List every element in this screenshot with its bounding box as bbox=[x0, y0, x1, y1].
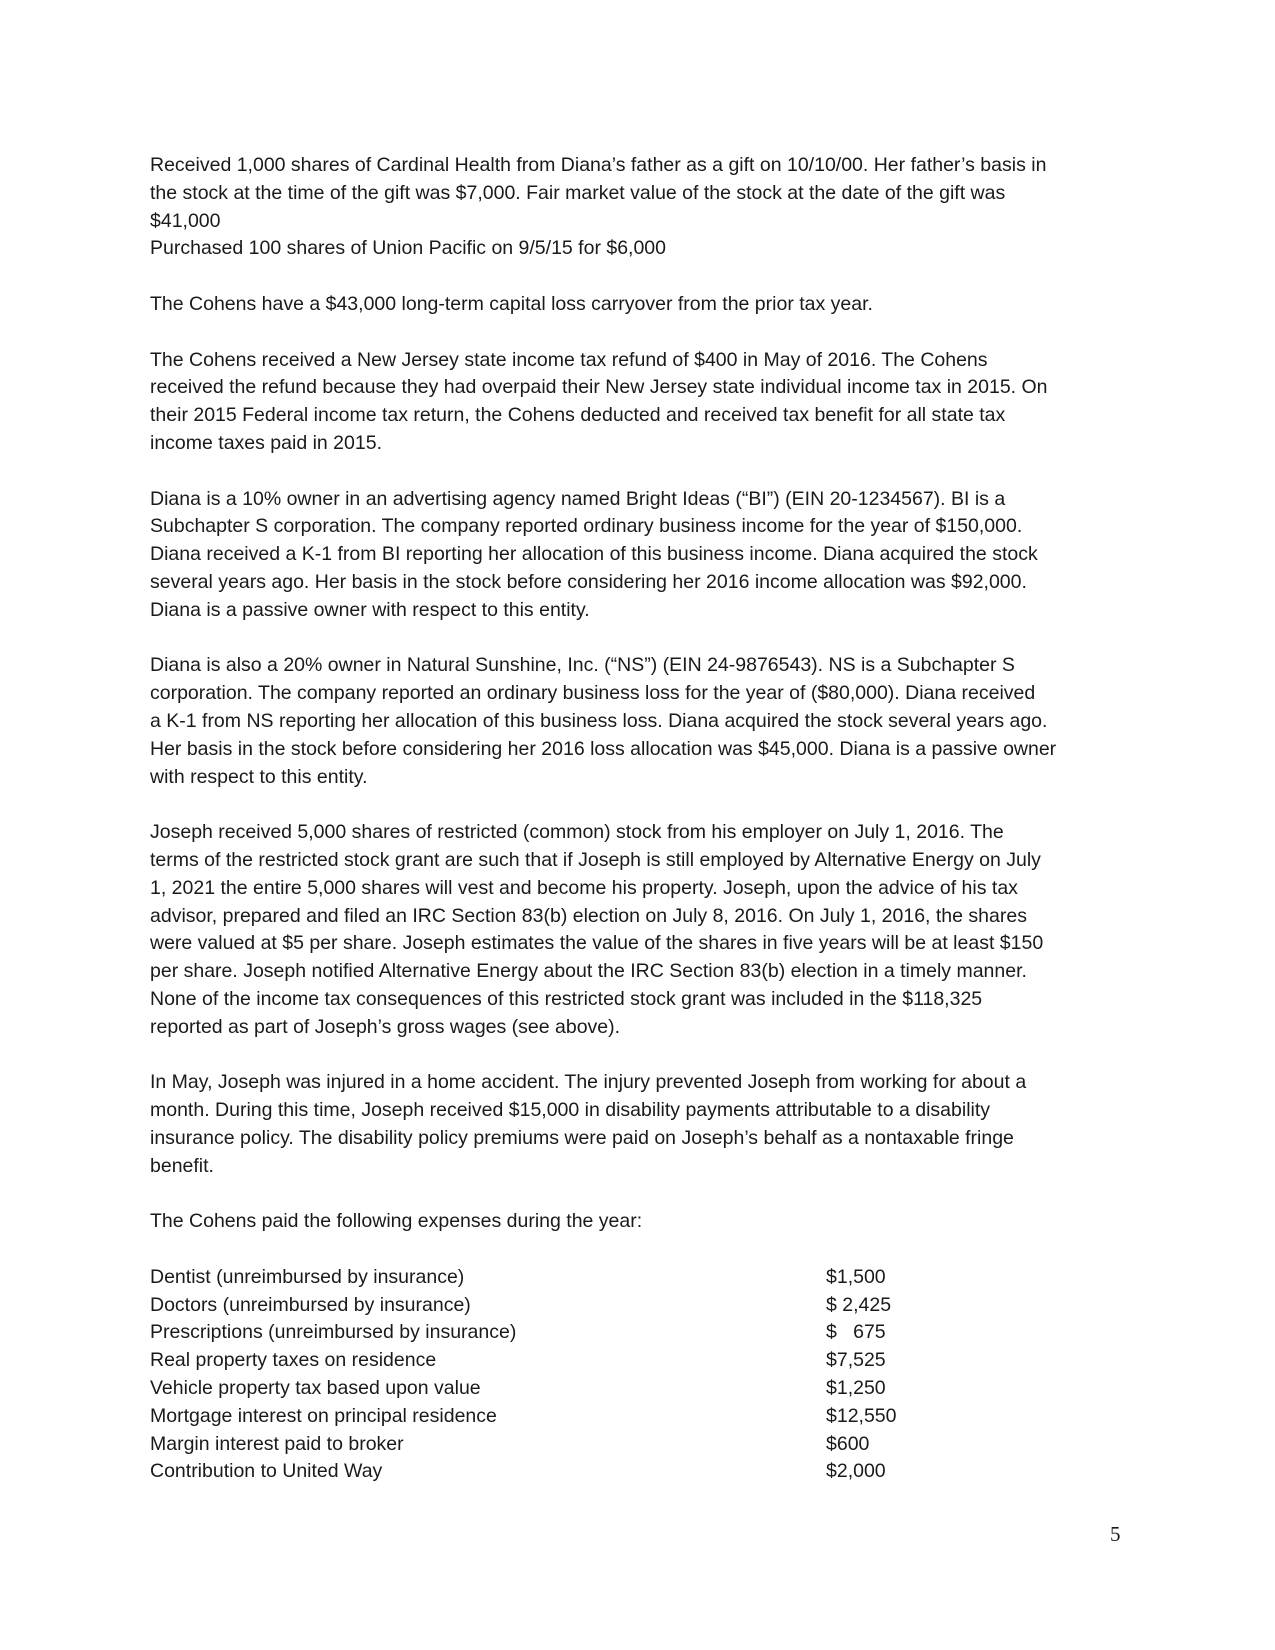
text-line: Joseph received 5,000 shares of restricted (common) stock from his employer on July 1, 2016. The bbox=[150, 821, 1004, 844]
paragraph-state-tax-refund bbox=[150, 347, 1130, 458]
expenses-list bbox=[150, 1264, 1130, 1486]
text-line: terms of the restricted stock grant are such that if Joseph is still employed by Alternative Energy on July bbox=[150, 848, 1041, 871]
expense-amount: $7,525 bbox=[826, 1349, 886, 1372]
paragraph-bright-ideas bbox=[150, 486, 1130, 625]
text-line: Purchased 100 shares of Union Pacific on 9/5/15 for $6,000 bbox=[150, 237, 666, 260]
text-line: per share. Joseph notified Alternative Energy about the IRC Section 83(b) election in a timely manner. bbox=[150, 960, 1027, 983]
expense-amount: $ 2,425 bbox=[826, 1293, 892, 1316]
text-line: their 2015 Federal income tax return, the Cohens deducted and received tax benefit for all state tax bbox=[150, 404, 1006, 427]
text-line: Diana is a 10% owner in an advertising agency named Bright Ideas (“BI”) (EIN 20-1234567). BI is a bbox=[150, 487, 1006, 510]
text-line: month. During this time, Joseph received $15,000 in disability payments attributable to a disability bbox=[150, 1099, 991, 1122]
text-line: Diana received a K-1 from BI reporting her allocation of this business income. Diana acquired the stock bbox=[150, 543, 1038, 566]
text-line: Her basis in the stock before considering her 2016 loss allocation was $45,000. Diana is a passive owner bbox=[150, 737, 1057, 760]
text-line: a K-1 from NS reporting her allocation of this business loss. Diana acquired the stock several years ago. bbox=[150, 709, 1048, 732]
text-line: Diana is also a 20% owner in Natural Sunshine, Inc. (“NS”) (EIN 24-9876543). NS is a Subchapter S bbox=[150, 654, 1015, 677]
expense-row bbox=[150, 1347, 1130, 1375]
page-number: 5 bbox=[1110, 1522, 1121, 1546]
text-line: advisor, prepared and filed an IRC Section 83(b) election on July 8, 2016. On July 1, 2016, the shares bbox=[150, 904, 1027, 927]
text-line: income taxes paid in 2015. bbox=[150, 431, 382, 454]
text-line: The Cohens paid the following expenses during the year: bbox=[150, 1210, 643, 1233]
expense-amount: $12,550 bbox=[826, 1404, 897, 1427]
expense-label: Vehicle property tax based upon value bbox=[150, 1377, 481, 1400]
expense-row bbox=[150, 1458, 1130, 1486]
expense-amount: $1,500 bbox=[826, 1265, 886, 1288]
paragraph-expenses-intro bbox=[150, 1208, 1130, 1236]
expense-amount: $1,250 bbox=[826, 1377, 886, 1400]
expense-row bbox=[150, 1292, 1130, 1320]
text-line: The Cohens received a New Jersey state income tax refund of $400 in May of 2016. The Cohens bbox=[150, 348, 988, 371]
text-line: In May, Joseph was injured in a home accident. The injury prevented Joseph from working for about a bbox=[150, 1071, 1027, 1094]
expense-amount: $600 bbox=[826, 1432, 870, 1455]
page-body bbox=[150, 152, 1130, 1486]
paragraph-restricted-stock bbox=[150, 819, 1130, 1041]
expense-label: Real property taxes on residence bbox=[150, 1349, 437, 1372]
text-line: insurance policy. The disability policy premiums were paid on Joseph’s behalf as a nontaxable fringe bbox=[150, 1126, 1014, 1149]
text-line: 1, 2021 the entire 5,000 shares will vest and become his property. Joseph, upon the advice of his tax bbox=[150, 876, 1018, 899]
expense-row bbox=[150, 1403, 1130, 1431]
expense-label: Margin interest paid to broker bbox=[150, 1432, 404, 1455]
expense-row bbox=[150, 1431, 1130, 1459]
text-line: reported as part of Joseph’s gross wages (see above). bbox=[150, 1015, 621, 1038]
text-line: Received 1,000 shares of Cardinal Health from Diana’s father as a gift on 10/10/00. Her father’s basis in bbox=[150, 154, 1047, 176]
expense-label: Contribution to United Way bbox=[150, 1460, 383, 1483]
expense-label: Mortgage interest on principal residence bbox=[150, 1404, 497, 1427]
paragraph-stock-gifts bbox=[150, 152, 1130, 263]
expense-label: Dentist (unreimbursed by insurance) bbox=[150, 1265, 465, 1288]
expense-row bbox=[150, 1319, 1130, 1347]
paragraph-disability bbox=[150, 1069, 1130, 1180]
expense-amount: $ 675 bbox=[826, 1321, 886, 1344]
expense-label: Prescriptions (unreimbursed by insurance) bbox=[150, 1321, 517, 1344]
expense-amount: $2,000 bbox=[826, 1460, 886, 1483]
expense-row bbox=[150, 1375, 1130, 1403]
paragraph-capital-loss-carryover bbox=[150, 291, 1130, 319]
text-line: $41,000 bbox=[150, 209, 221, 232]
text-line: Subchapter S corporation. The company reported ordinary business income for the year of $150,000. bbox=[150, 515, 1023, 538]
text-line: several years ago. Her basis in the stock before considering her 2016 income allocation was $92,000. bbox=[150, 570, 1027, 593]
text-line: The Cohens have a $43,000 long-term capital loss carryover from the prior tax year. bbox=[150, 292, 873, 315]
text-line: were valued at $5 per share. Joseph estimates the value of the shares in five years will be at least $150 bbox=[150, 932, 1044, 955]
text-line: Diana is a passive owner with respect to this entity. bbox=[150, 598, 590, 621]
text-line: received the refund because they had overpaid their New Jersey state individual income tax in 2015. On bbox=[150, 376, 1048, 399]
expense-row bbox=[150, 1264, 1130, 1292]
text-line: the stock at the time of the gift was $7,000. Fair market value of the stock at the date of the gift was bbox=[150, 181, 1006, 204]
text-line: corporation. The company reported an ordinary business loss for the year of ($80,000). Diana received bbox=[150, 682, 1036, 705]
text-line: with respect to this entity. bbox=[150, 765, 368, 788]
expense-label: Doctors (unreimbursed by insurance) bbox=[150, 1293, 471, 1316]
text-line: benefit. bbox=[150, 1154, 214, 1177]
paragraph-natural-sunshine bbox=[150, 652, 1130, 791]
text-line: None of the income tax consequences of this restricted stock grant was included in the $118,325 bbox=[150, 987, 983, 1010]
